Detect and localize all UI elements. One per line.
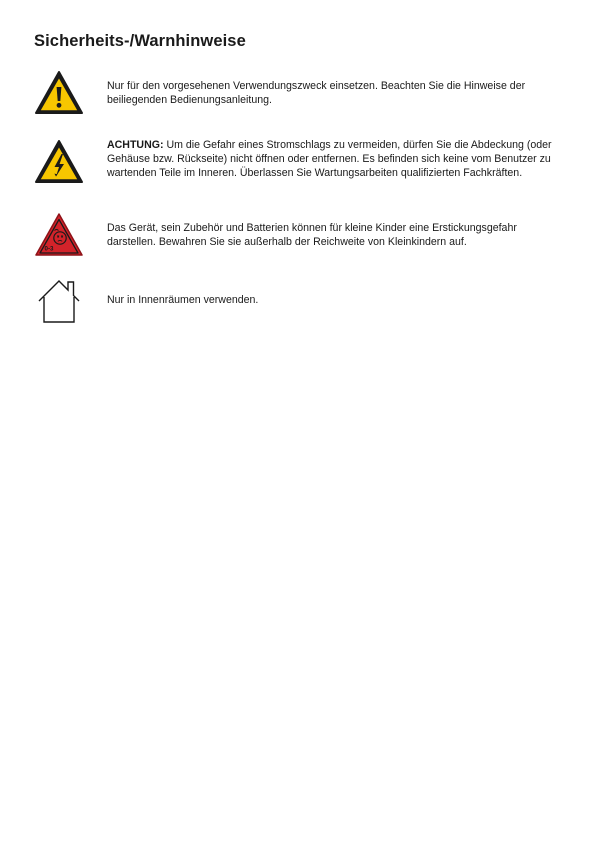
notice-body: Um die Gefahr eines Stromschlags zu vermeiden, dürfen Sie die Abdeckung (oder Gehäuse bzw. Rückseite) nicht öffnen oder entfernen. Es befinden sich keine vom Benutzer zu wartenden Teile im Inneren. Überlassen Sie Wartungsarbeiten qualifizierten Fachkräften. (107, 139, 552, 180)
notice-text: Nur für den vorgesehenen Verwendungszweck einsetzen. Beachten Sie die Hinweise der beiliegenden Bedienungsanleitung. (107, 80, 526, 107)
age-label: 0-3 (44, 245, 54, 253)
choking-hazard-icon (34, 212, 84, 258)
general-warning-icon (34, 70, 84, 116)
notice-text: Das Gerät, sein Zubehör und Batterien können für kleine Kinder eine Erstickungsgefahr darstellen. Bewahren Sie sie außerhalb der Reichweite von Kleinkindern auf. (107, 222, 517, 249)
notice-emphasis: ACHTUNG: (107, 139, 164, 151)
page-title: Sicherheits-/Warnhinweise (34, 32, 246, 50)
notice-text (107, 138, 557, 181)
indoor-use-house-icon (34, 279, 84, 325)
notice-text: Nur in Innenräumen verwenden. (107, 294, 259, 306)
electric-shock-warning-icon (34, 139, 84, 185)
